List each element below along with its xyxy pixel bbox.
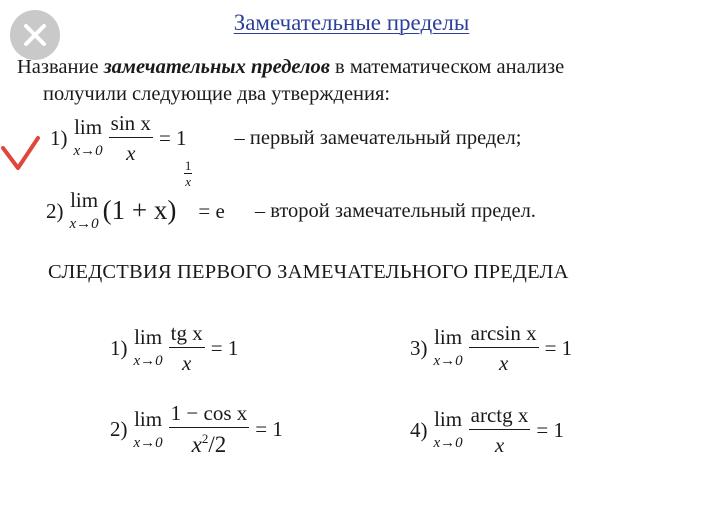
lim-subscript: x→0 bbox=[433, 435, 463, 452]
first-limit-lim bbox=[74, 117, 103, 159]
second-limit-number: 2) bbox=[46, 198, 64, 223]
corollary-fraction bbox=[169, 322, 205, 374]
lim-word: lim bbox=[74, 115, 103, 140]
denominator-tail: /2 bbox=[208, 432, 227, 458]
second-limit-base: (1 + x) bbox=[102, 195, 177, 225]
exponent-denominator: x bbox=[185, 174, 192, 189]
corollary-1 bbox=[110, 322, 238, 374]
second-limit-result: = e bbox=[198, 198, 225, 223]
lim-subscript: x→0 bbox=[73, 143, 103, 160]
corollary-fraction bbox=[169, 402, 250, 457]
lim-subscript: x→0 bbox=[69, 216, 99, 232]
corollary-lim bbox=[434, 409, 463, 451]
lim-word: lim bbox=[134, 406, 163, 431]
fraction-denominator: x bbox=[169, 347, 205, 374]
fraction-denominator: x bbox=[469, 347, 539, 374]
fraction-numerator: 1 − cos x bbox=[170, 401, 248, 425]
second-limit-row bbox=[46, 158, 536, 232]
corollary-result: = 1 bbox=[255, 417, 283, 442]
first-limit-result: = 1 bbox=[158, 125, 187, 150]
lim-word: lim bbox=[434, 325, 463, 350]
intro-suffix: в математическом анализе bbox=[335, 56, 565, 78]
corollary-3 bbox=[410, 322, 572, 374]
fraction-numerator: arctg x bbox=[470, 403, 529, 427]
intro-paragraph bbox=[17, 54, 697, 108]
corollary-number: 2) bbox=[110, 417, 128, 442]
corollary-result: = 1 bbox=[210, 335, 239, 360]
section-heading: СЛЕДСТВИЯ ПЕРВОГО ЗАМЕЧАТЕЛЬНОГО ПРЕДЕЛА bbox=[48, 261, 569, 283]
second-limit-exponent bbox=[184, 159, 193, 188]
lim-subscript: x→0 bbox=[133, 353, 163, 370]
corollary-number: 4) bbox=[410, 417, 428, 442]
denominator-exponent: 2 bbox=[201, 431, 209, 447]
exponent-numerator: 1 bbox=[184, 158, 192, 173]
corollary-fraction bbox=[469, 322, 539, 374]
lim-subscript: x→0 bbox=[433, 353, 463, 370]
second-limit-description: – второй замечательный предел. bbox=[254, 199, 536, 222]
corollary-4 bbox=[410, 404, 564, 456]
corollary-lim bbox=[434, 327, 463, 369]
first-limit-row bbox=[50, 112, 521, 164]
lim-subscript: x→0 bbox=[133, 434, 163, 451]
corollary-result: = 1 bbox=[536, 417, 564, 442]
corollary-lim bbox=[133, 406, 163, 451]
intro-emphasis: замечательных пределов bbox=[103, 56, 330, 78]
page-title: Замечательные пределы bbox=[233, 10, 470, 35]
first-limit-number: 1) bbox=[50, 125, 68, 150]
fraction-numerator: arcsin x bbox=[470, 321, 537, 345]
second-limit-lim bbox=[70, 190, 99, 232]
corollary-2 bbox=[110, 402, 283, 457]
fraction-numerator: tg x bbox=[170, 321, 203, 345]
second-limit-expression bbox=[102, 158, 192, 225]
fraction-denominator: x bbox=[109, 137, 153, 164]
corollary-result: = 1 bbox=[544, 335, 573, 360]
fraction-denominator: x bbox=[469, 429, 531, 456]
corollary-lim bbox=[134, 327, 163, 369]
intro-line-1 bbox=[17, 54, 697, 81]
fraction-denominator bbox=[169, 427, 250, 457]
lim-word: lim bbox=[434, 407, 463, 432]
corollary-number: 1) bbox=[110, 335, 128, 360]
corollary-fraction bbox=[469, 404, 531, 456]
first-limit-fraction bbox=[109, 112, 153, 164]
first-limit-description: – первый замечательный предел; bbox=[234, 126, 522, 149]
intro-prefix: Название bbox=[17, 56, 99, 78]
lim-word: lim bbox=[134, 325, 163, 350]
lim-word: lim bbox=[70, 188, 99, 212]
corollary-number: 3) bbox=[410, 335, 428, 360]
intro-line-2: получили следующие два утверждения: bbox=[43, 83, 391, 105]
check-mark-icon bbox=[0, 134, 42, 174]
fraction-numerator: sin x bbox=[110, 111, 151, 135]
denominator-base: x bbox=[191, 432, 202, 458]
